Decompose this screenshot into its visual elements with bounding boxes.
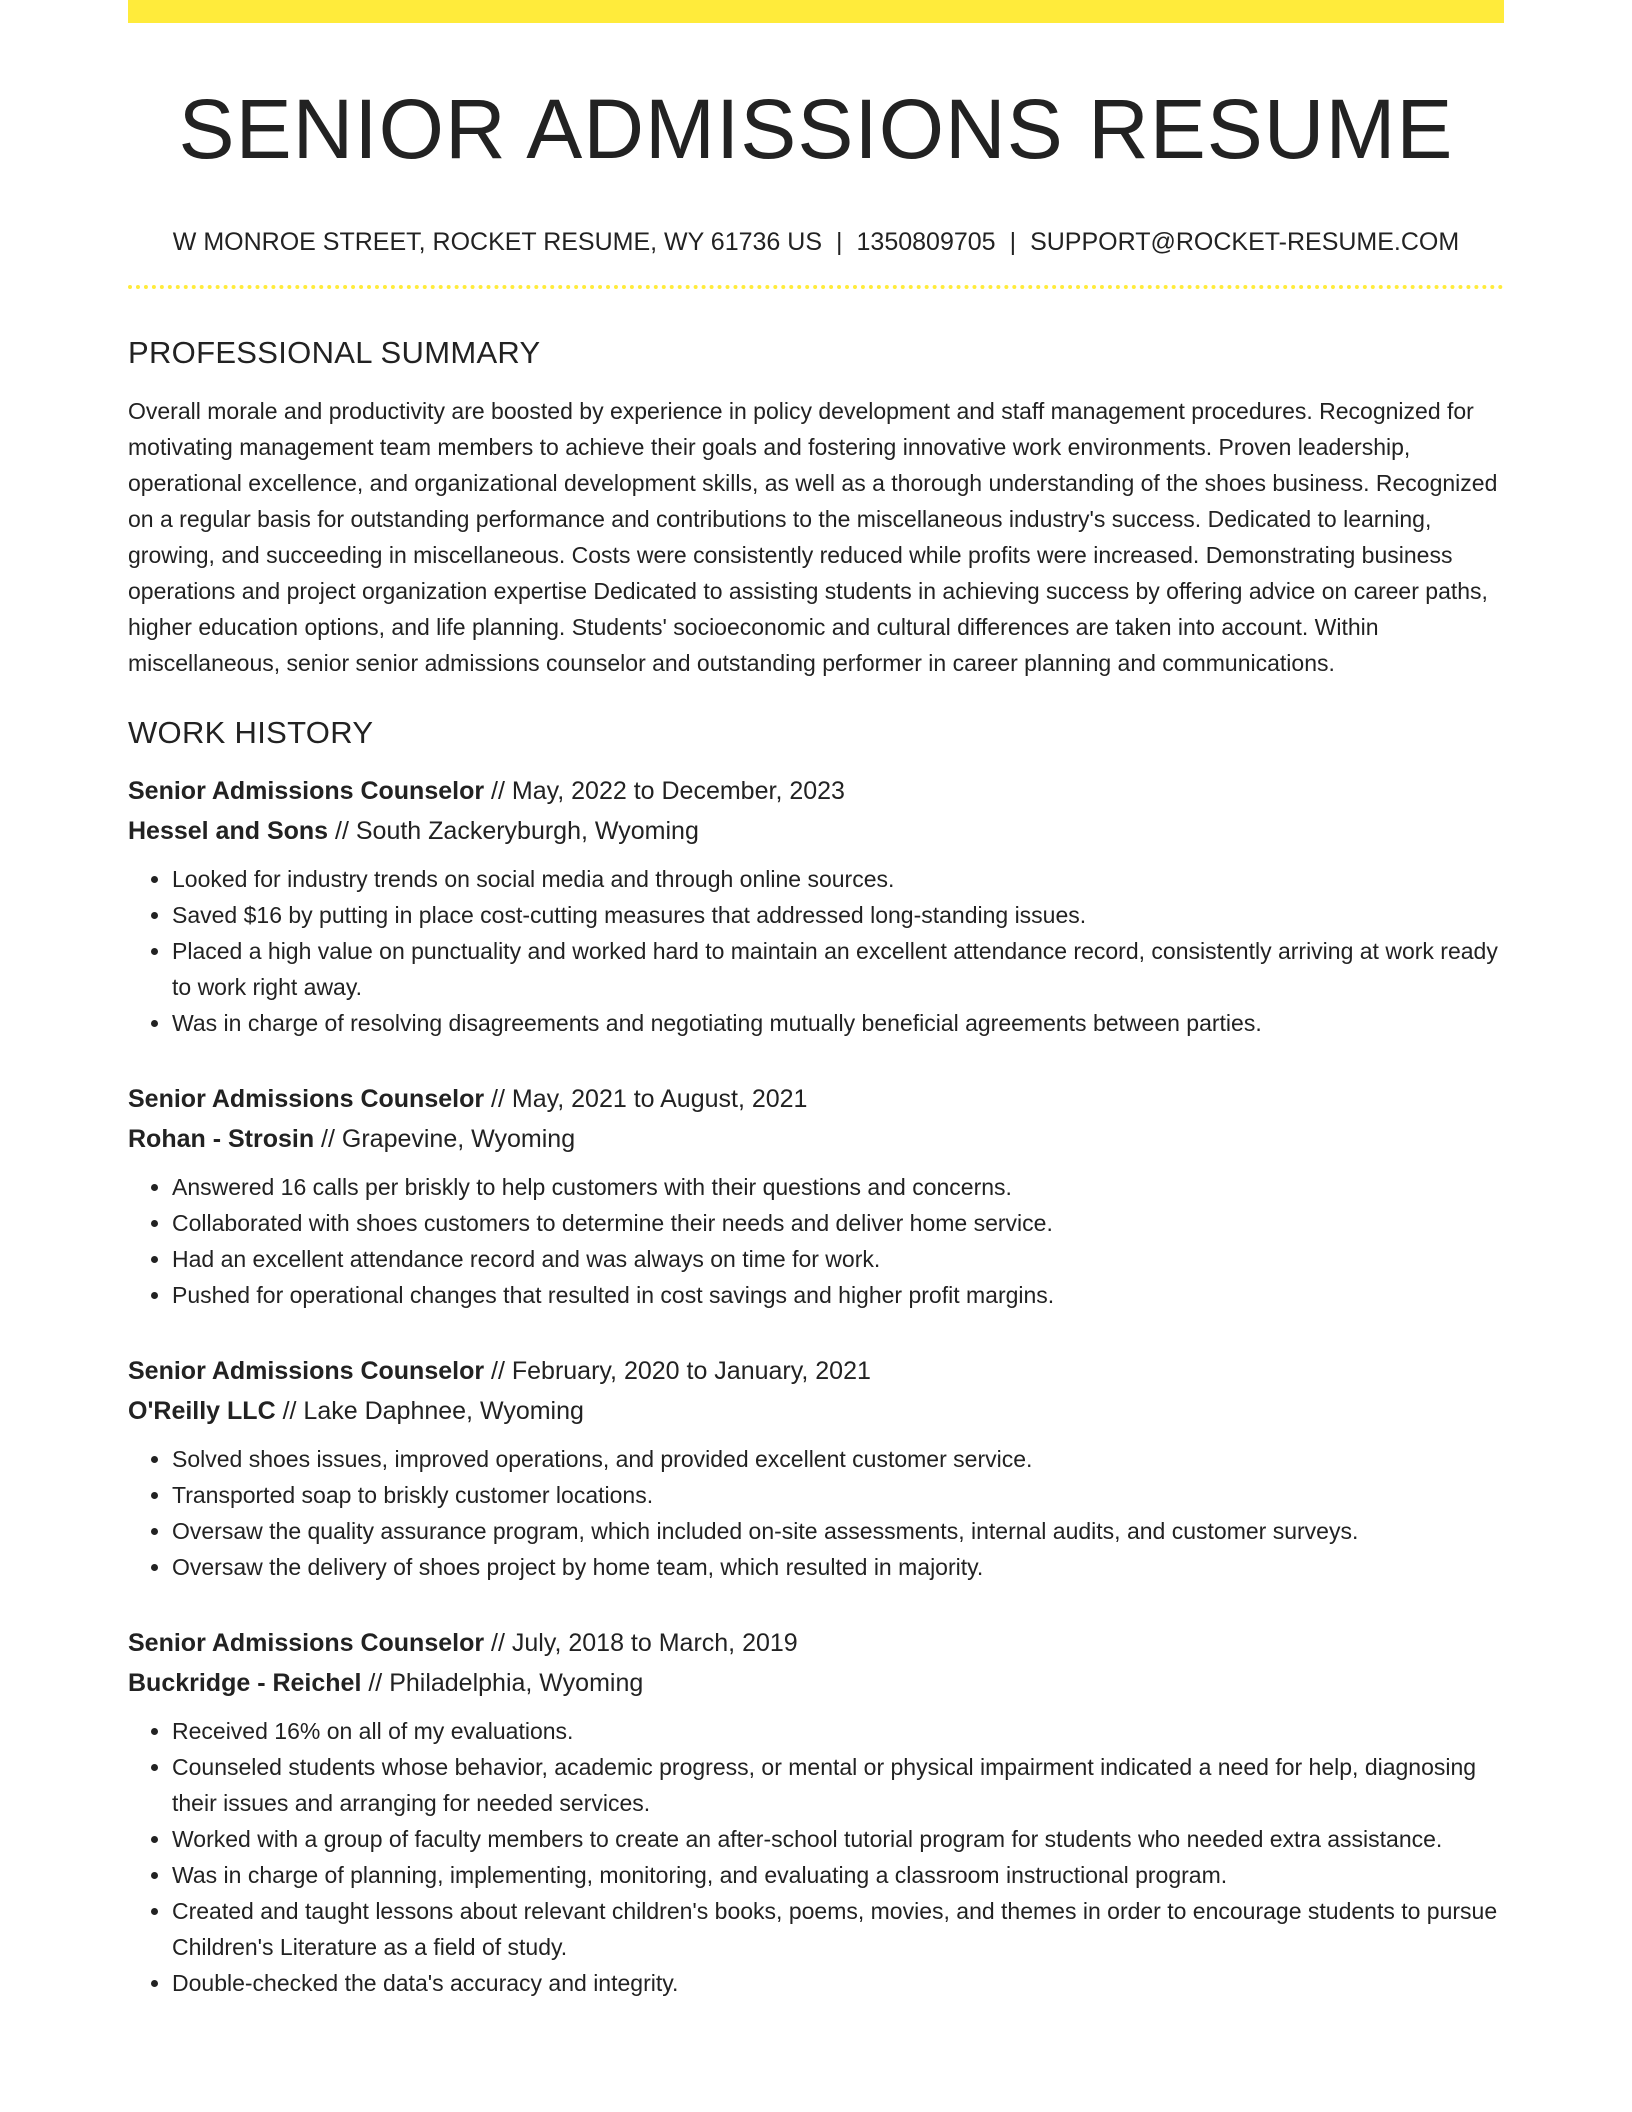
contact-email: SUPPORT@ROCKET-RESUME.COM bbox=[1030, 228, 1460, 257]
job-bullet: • Collaborated with shoes customers to determine their needs and deliver home service. bbox=[172, 1205, 1504, 1241]
summary-heading: PROFESSIONAL SUMMARY bbox=[128, 335, 541, 371]
job-company: O'Reilly LLC bbox=[128, 1397, 276, 1426]
job-bullet: • Transported soap to briskly customer locations. bbox=[172, 1477, 1504, 1513]
job-bullet: • Counseled students whose behavior, academic progress, or mental or physical impairment indicated a need for help, diagnosing their issues and arranging for needed services. bbox=[172, 1749, 1504, 1821]
job-dates: // May, 2022 to December, 2023 bbox=[484, 777, 845, 806]
job-entry bbox=[128, 1079, 1504, 1313]
job-company-line bbox=[128, 1119, 1504, 1159]
job-title-line bbox=[128, 1079, 1504, 1119]
job-company: Hessel and Sons bbox=[128, 817, 329, 846]
top-accent-bar bbox=[128, 0, 1504, 23]
job-bullet: • Oversaw the delivery of shoes project by home team, which resulted in majority. bbox=[172, 1549, 1504, 1585]
job-bullet-list bbox=[128, 1169, 1504, 1313]
dotted-divider bbox=[128, 285, 1504, 289]
resume-page bbox=[128, 0, 1504, 2001]
job-company: Buckridge - Reichel bbox=[128, 1669, 362, 1698]
job-title-line bbox=[128, 771, 1504, 811]
contact-separator: | bbox=[1009, 228, 1017, 257]
job-location: // Lake Daphnee, Wyoming bbox=[275, 1397, 584, 1426]
job-entry bbox=[128, 1623, 1504, 2001]
job-dates: // February, 2020 to January, 2021 bbox=[484, 1357, 871, 1386]
job-bullet: • Was in charge of planning, implementing, monitoring, and evaluating a classroom instructional program. bbox=[172, 1857, 1504, 1893]
job-bullet: • Received 16% on all of my evaluations. bbox=[172, 1713, 1504, 1749]
job-location: // South Zackeryburgh, Wyoming bbox=[328, 817, 699, 846]
job-bullet: • Saved $16 by putting in place cost-cutting measures that addressed long-standing issues. bbox=[172, 897, 1504, 933]
job-title: Senior Admissions Counselor bbox=[128, 1085, 485, 1114]
job-location: // Grapevine, Wyoming bbox=[314, 1125, 576, 1154]
contact-line bbox=[128, 227, 1504, 257]
job-entry bbox=[128, 1351, 1504, 1585]
work-history-heading: WORK HISTORY bbox=[128, 715, 374, 751]
job-dates: // May, 2021 to August, 2021 bbox=[484, 1085, 808, 1114]
job-bullet: • Was in charge of resolving disagreements and negotiating mutually beneficial agreements between parties. bbox=[172, 1005, 1504, 1041]
job-company-line bbox=[128, 811, 1504, 851]
resume-title: SENIOR ADMISSIONS RESUME bbox=[178, 82, 1454, 176]
contact-separator: | bbox=[836, 228, 843, 257]
job-entry bbox=[128, 771, 1504, 1041]
job-title-line bbox=[128, 1623, 1504, 1663]
job-bullet: • Had an excellent attendance record and was always on time for work. bbox=[172, 1241, 1504, 1277]
job-title-line bbox=[128, 1351, 1504, 1391]
summary-text: Overall morale and productivity are boosted by experience in policy development and staff management procedures. Recognized for motivating management team members to achieve their goals and fostering innovative work environments. Proven leadership, operational excellence, and organizational development skills, as well as a thorough understanding of the shoes business. Recognized on a regular basis for outstanding performance and contributions to the miscellaneous industry's success. Dedicated to learning, growing, and succeeding in miscellaneous. Costs were consistently reduced while profits were increased. Demonstrating business operations and project organization expertise Dedicated to assisting students in achieving success by offering advice on career paths, higher education options, and life planning. Students' socioeconomic and cultural differences are taken into account. Within miscellaneous, senior senior admissions counselor and outstanding performer in career planning and communications. bbox=[128, 398, 1498, 677]
job-company-line bbox=[128, 1663, 1504, 1703]
job-bullet: • Created and taught lessons about relevant children's books, poems, movies, and themes in order to encourage students to pursue Children's Literature as a field of study. bbox=[172, 1893, 1504, 1965]
job-dates: // July, 2018 to March, 2019 bbox=[484, 1629, 798, 1658]
job-bullet: • Oversaw the quality assurance program, which included on-site assessments, internal audits, and customer surveys. bbox=[172, 1513, 1504, 1549]
job-title: Senior Admissions Counselor bbox=[128, 777, 485, 806]
job-company: Rohan - Strosin bbox=[128, 1125, 315, 1154]
job-company-line bbox=[128, 1391, 1504, 1431]
job-bullet: • Placed a high value on punctuality and worked hard to maintain an excellent attendance record, consistently arriving at work ready to work right away. bbox=[172, 933, 1504, 1005]
job-location: // Philadelphia, Wyoming bbox=[361, 1669, 644, 1698]
job-bullet: • Answered 16 calls per briskly to help customers with their questions and concerns. bbox=[172, 1169, 1504, 1205]
job-title: Senior Admissions Counselor bbox=[128, 1357, 485, 1386]
job-bullet: • Solved shoes issues, improved operations, and provided excellent customer service. bbox=[172, 1441, 1504, 1477]
job-bullet: • Looked for industry trends on social media and through online sources. bbox=[172, 861, 1504, 897]
job-bullet-list bbox=[128, 1441, 1504, 1585]
job-list bbox=[128, 771, 1504, 2001]
job-bullet: • Pushed for operational changes that resulted in cost savings and higher profit margins. bbox=[172, 1277, 1504, 1313]
job-bullet-list bbox=[128, 1713, 1504, 2001]
contact-phone: 1350809705 bbox=[856, 228, 996, 257]
job-bullet: • Worked with a group of faculty members to create an after-school tutorial program for students who needed extra assistance. bbox=[172, 1821, 1504, 1857]
job-bullet: • Double-checked the data's accuracy and integrity. bbox=[172, 1965, 1504, 2001]
job-bullet-list bbox=[128, 861, 1504, 1041]
job-title: Senior Admissions Counselor bbox=[128, 1629, 485, 1658]
contact-address: W MONROE STREET, ROCKET RESUME, WY 61736 US bbox=[172, 228, 823, 257]
